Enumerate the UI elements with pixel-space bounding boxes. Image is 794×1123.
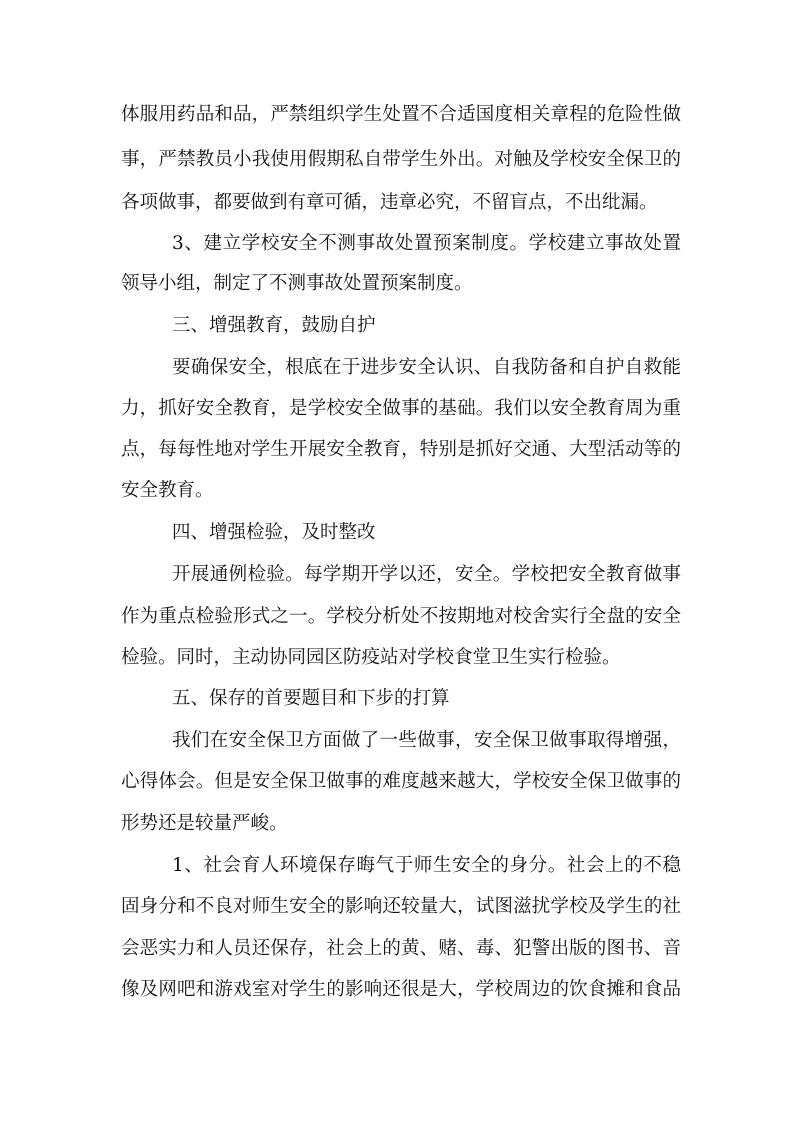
body-text-line: 各项做事，都要做到有章可循，违章必究，不留盲点，不出纰漏。: [121, 192, 658, 213]
body-text-line: 事，严禁教员小我使用假期私自带学生外出。对触及学校安全保卫的: [121, 149, 681, 170]
body-text-line: 安全教育。: [121, 480, 214, 501]
body-text-line: 点，每每性地对学生开展安全教育，特别是抓好交通、大型活动等的: [121, 439, 681, 460]
section-heading: 四、增强检验，及时整改: [172, 522, 376, 543]
body-text-line: 力，抓好安全教育，是学校安全做事的基础。我们以安全教育周为重: [121, 398, 681, 419]
body-text-line: 领导小组，制定了不测事故处置预案制度。: [121, 273, 473, 294]
body-text-line: 开展通例检验。每学期开学以还，安全。学校把安全教育做事: [172, 564, 681, 585]
body-text-line: 要确保安全，根底在于进步安全认识、自我防备和自护自救能: [172, 357, 681, 378]
body-text-line: 1、社会育人环境保存晦气于师生安全的身分。社会上的不稳: [172, 855, 681, 876]
body-text-line: 作为重点检验形式之一。学校分析处不按期地对校舍实行全盘的安全: [121, 606, 681, 627]
body-text-line: 会恶实力和人员还保存，社会上的黄、赌、毒、犯警出版的图书、音: [121, 938, 681, 959]
body-text-line: 体服用药品和品，严禁组织学生处置不合适国度相关章程的危险性做: [121, 104, 681, 125]
body-text-line: 固身分和不良对师生安全的影响还较量大，试图滋扰学校及学生的社: [121, 896, 681, 917]
body-text-line: 像及网吧和游戏室对学生的影响还很是大，学校周边的饮食摊和食品: [121, 979, 681, 1000]
section-heading: 五、保存的首要题目和下步的打算: [172, 688, 450, 709]
body-text-line: 检验。同时，主动协同园区防疫站对学校食堂卫生实行检验。: [121, 647, 621, 668]
body-text-line: 形势还是较量严峻。: [121, 813, 288, 834]
body-text-line: 3、建立学校安全不测事故处置预案制度。学校建立事故处置: [172, 233, 681, 254]
body-text-line: 心得体会。但是安全保卫做事的难度越来越大，学校安全保卫做事的: [121, 771, 681, 792]
body-text-line: 我们在安全保卫方面做了一些做事，安全保卫做事取得增强，: [172, 730, 681, 751]
section-heading: 三、增强教育，鼓励自护: [172, 315, 376, 336]
